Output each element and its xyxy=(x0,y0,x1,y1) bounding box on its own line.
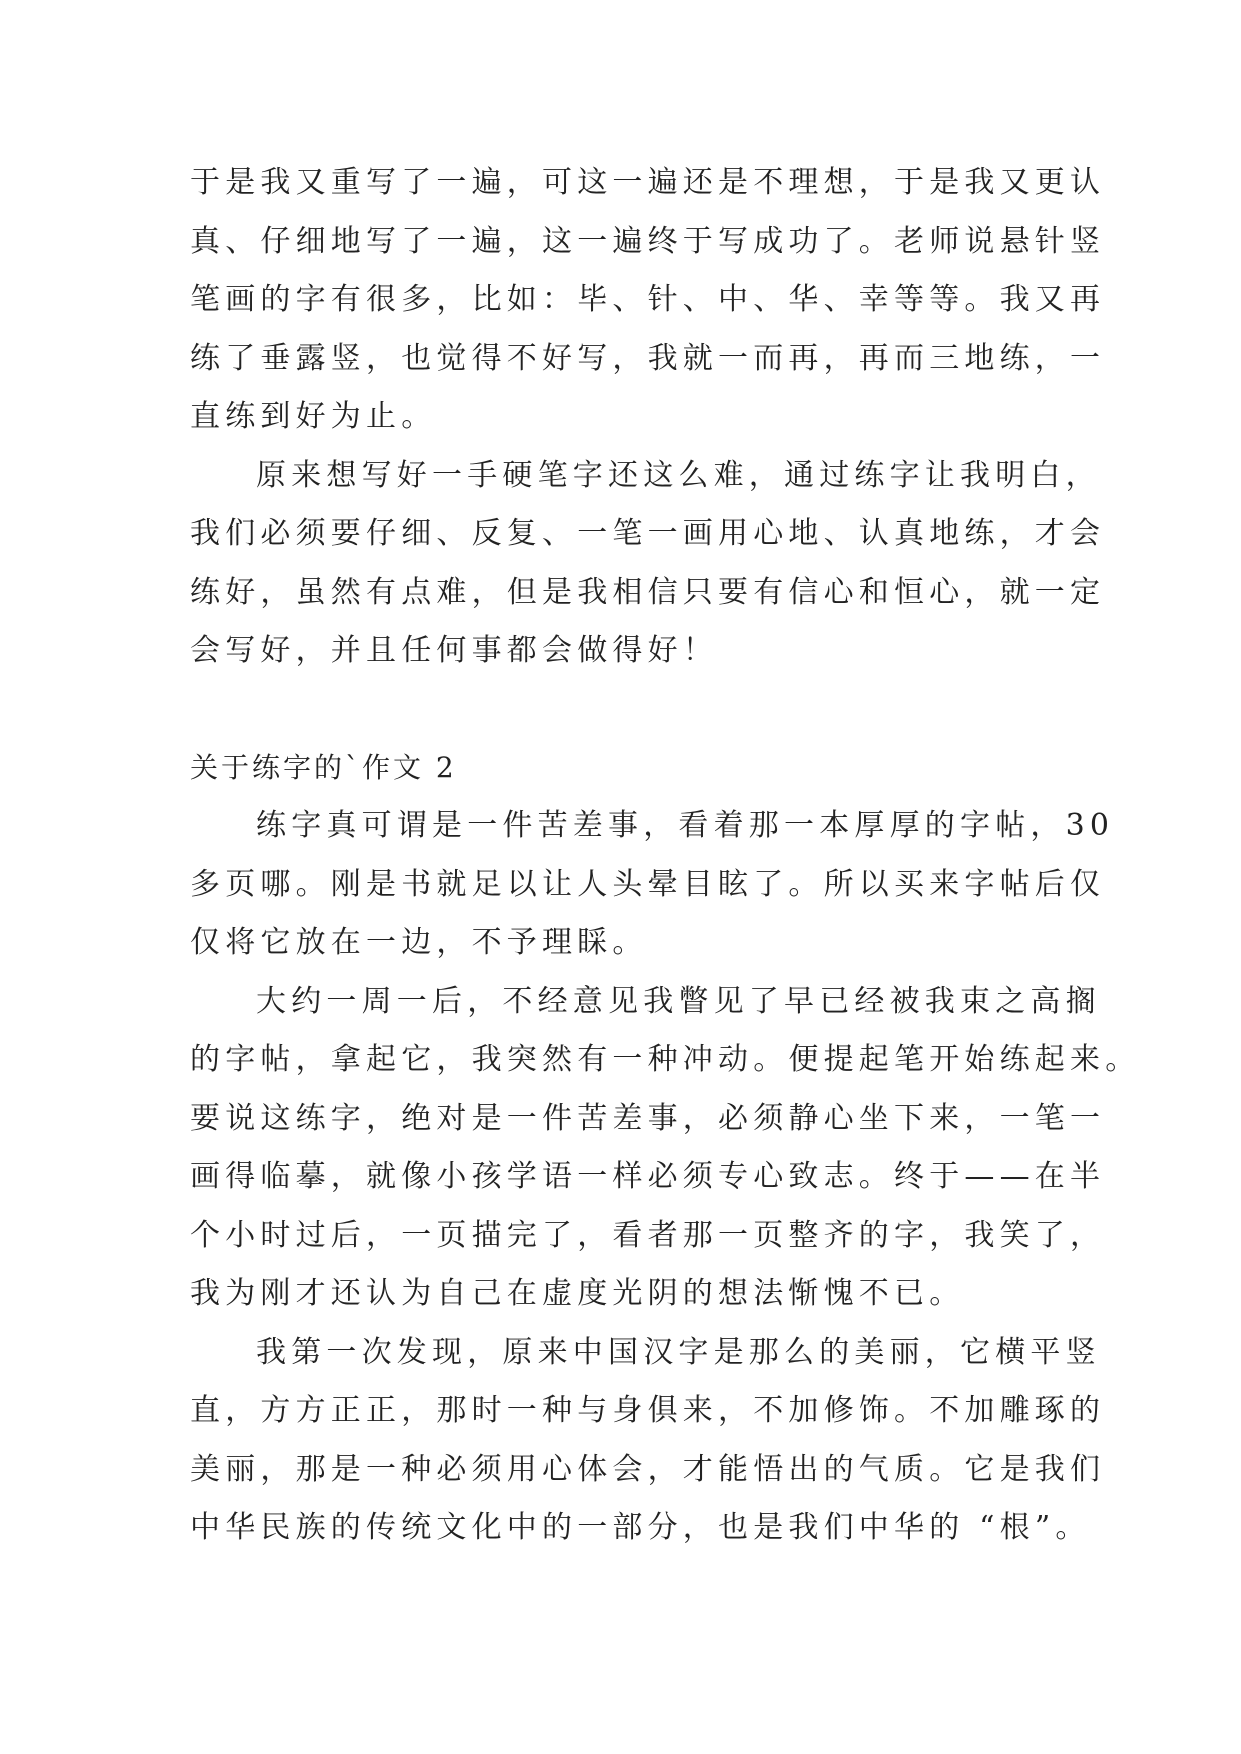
paragraph-4 xyxy=(190,973,1141,1324)
paragraph-5 xyxy=(190,1324,1106,1558)
paragraph-line: 多页哪。刚是书就足以让人头晕目眩了。所以买来字帖后仅 xyxy=(190,866,1106,902)
section-heading: 关于练字的`作文 2 xyxy=(190,750,457,784)
section-gap xyxy=(190,681,1060,739)
paragraph-line: 美丽，那是一种必须用心体会，才能悟出的气质。它是我们 xyxy=(190,1451,1106,1487)
paragraph-first-line: 我第一次发现，原来中国汉字是那么的美丽，它横平竖 xyxy=(256,1334,1101,1370)
paragraph-2 xyxy=(190,447,1106,681)
paragraph-line: 直，方方正正，那时一种与身俱来，不加修饰。不加雕琢的 xyxy=(190,1393,1106,1428)
paragraph-first-line: 大约一周一后，不经意见我瞥见了早已经被我束之高搁 xyxy=(256,983,1101,1019)
paragraph-line: 于是我又重写了一遍，可这一遍还是不理想，于是我又更认 xyxy=(190,165,1106,200)
paragraph-line: 要说这练字，绝对是一件苦差事，必须静心坐下来，一笔一 xyxy=(190,1100,1106,1136)
paragraph-line: 练了垂露竖，也觉得不好写，我就一而再，再而三地练，一 xyxy=(190,340,1106,376)
paragraph-line: 中华民族的传统文化中的一部分，也是我们中华的 “根”。 xyxy=(190,1510,1091,1545)
paragraph-line: 仅将它放在一边，不予理睬。 xyxy=(190,925,648,960)
document-body xyxy=(190,154,1141,1558)
paragraph-line: 个小时过后，一页描完了，看者那一页整齐的字，我笑了， xyxy=(190,1217,1106,1253)
paragraph-line: 画得临摹，就像小孩学语一样必须专心致志。终于——在半 xyxy=(190,1159,1106,1194)
paragraph-line: 我为刚才还认为自己在虚度光阴的想法惭愧不已。 xyxy=(190,1276,965,1311)
paragraph-line: 练好，虽然有点难，但是我相信只要有信心和恒心，就一定 xyxy=(190,574,1106,610)
paragraph-line: 笔画的字有很多，比如：毕、针、中、华、幸等等。我又再 xyxy=(190,282,1106,317)
paragraph-line: 会写好，并且任何事都会做得好！ xyxy=(190,633,718,668)
paragraph-1 xyxy=(190,154,1106,447)
paragraph-line: 真、仔细地写了一遍，这一遍终于写成功了。老师说悬针竖 xyxy=(190,223,1106,259)
paragraph-line: 的字帖，拿起它，我突然有一种冲动。便提起笔开始练起来。 xyxy=(190,1042,1141,1077)
paragraph-3 xyxy=(190,797,1115,973)
paragraph-line: 直练到好为止。 xyxy=(190,399,437,434)
paragraph-first-line: 练字真可谓是一件苦差事，看着那一本厚厚的字帖，30 xyxy=(256,808,1115,843)
paragraph-line: 我们必须要仔细、反复、一笔一画用心地、认真地练，才会 xyxy=(190,516,1106,551)
paragraph-first-line: 原来想写好一手硬笔字还这么难，通过练字让我明白， xyxy=(256,457,1101,493)
